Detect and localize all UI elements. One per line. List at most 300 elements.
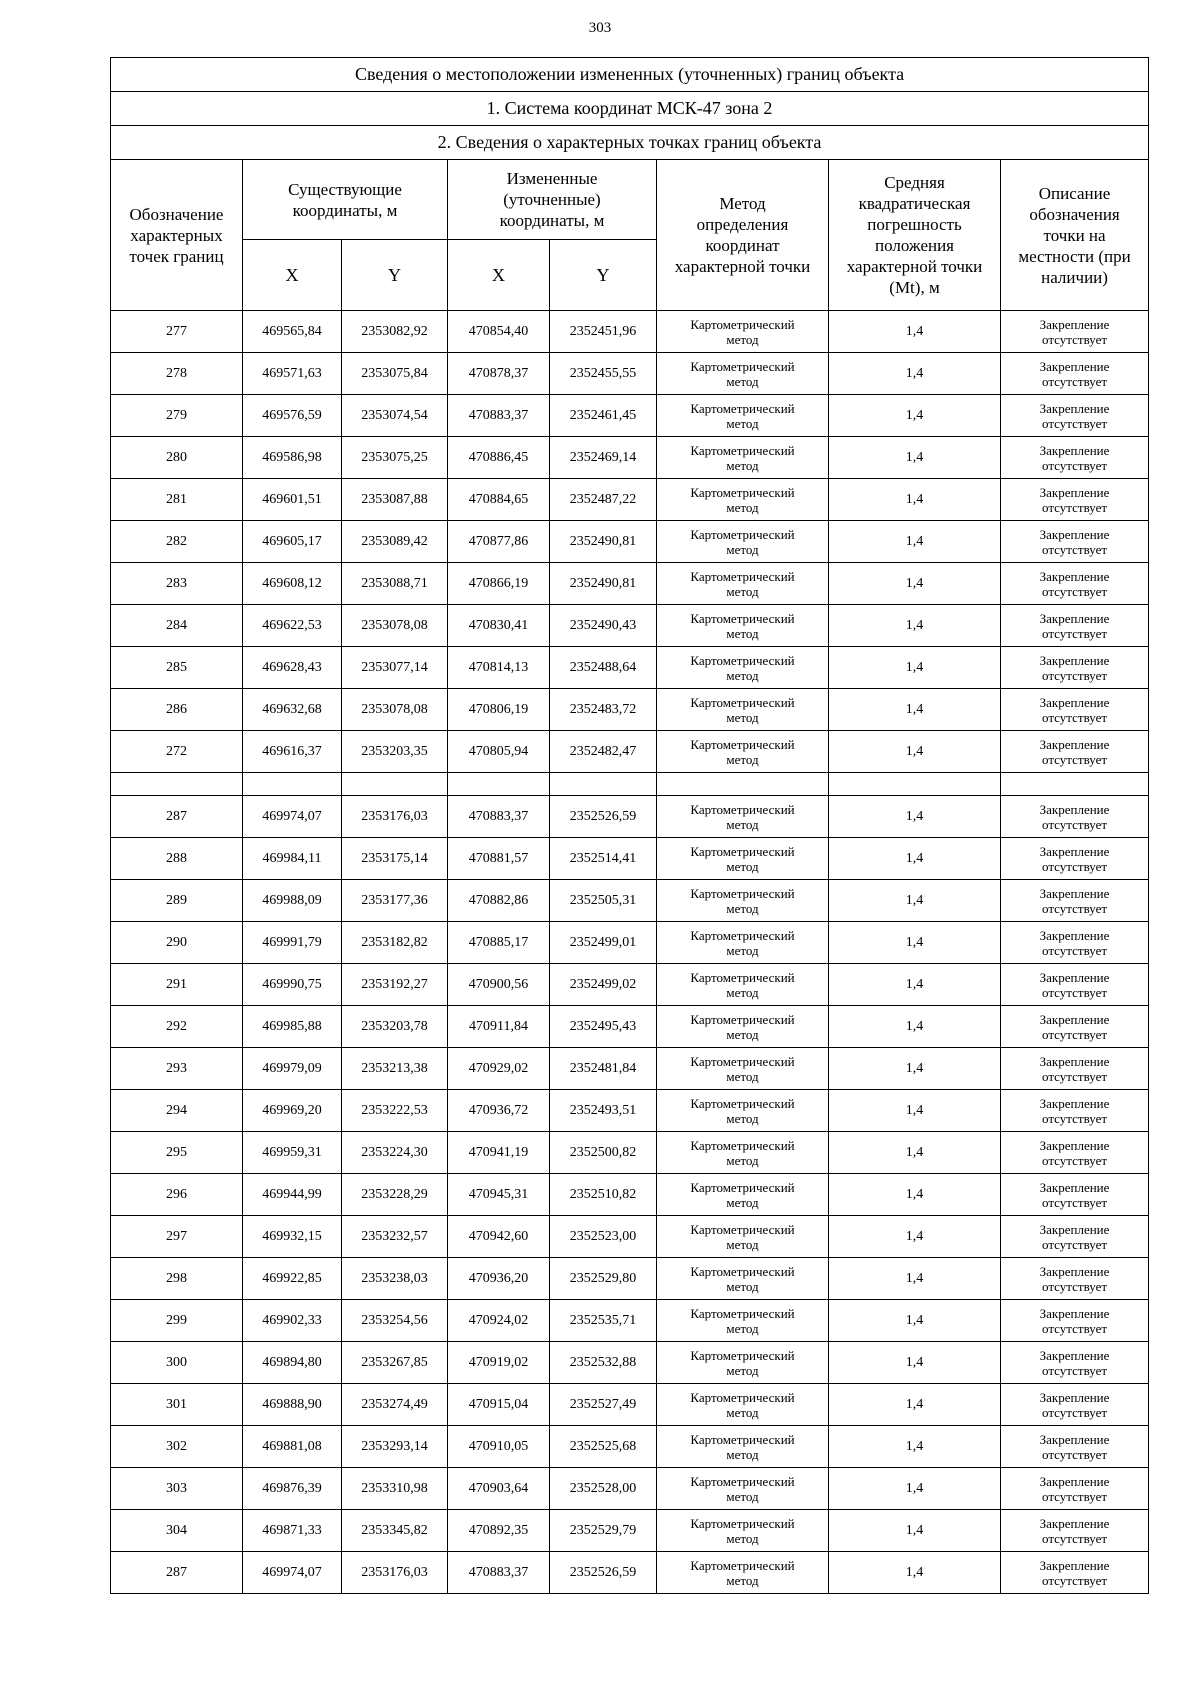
cell-existing-x: 469601,51 [243, 479, 342, 521]
cell-changed-x: 470854,40 [448, 311, 550, 353]
cell-mean-error: 1,4 [829, 521, 1001, 563]
cell-changed-y: 2352482,47 [550, 731, 657, 773]
cell-line: Закрепление [1039, 1389, 1110, 1405]
cell-line: Закрепление [1039, 801, 1110, 817]
cell-changed-y: 2352529,80 [550, 1258, 657, 1300]
table-row [111, 1510, 1149, 1552]
cell-existing-x: 469871,33 [243, 1510, 342, 1552]
col-description [1001, 160, 1149, 311]
cell-line: метод [726, 709, 759, 725]
table-row [111, 1258, 1149, 1300]
cell-line: Описание [1038, 183, 1111, 203]
cell-point: 281 [111, 479, 243, 521]
cell-line: Картометрический [690, 1557, 795, 1573]
cell-changed-x: 470877,86 [448, 521, 550, 563]
col-existing-x: X [243, 240, 342, 311]
cell-line: Картометрический [690, 1137, 795, 1153]
cell-description [1001, 1132, 1149, 1174]
cell-existing-y: 2353267,85 [342, 1342, 448, 1384]
cell-method [657, 1510, 829, 1552]
cell-existing-y: 2353182,82 [342, 922, 448, 964]
cell-changed-x: 470886,45 [448, 437, 550, 479]
cell-line: координаты, м [292, 200, 398, 220]
cell-line: метод [726, 1278, 759, 1294]
cell-line: Обозначение [129, 204, 224, 224]
cell-line: Закрепление [1039, 358, 1110, 374]
cell-line: погрешность [867, 215, 962, 234]
cell-line: Картометрический [690, 1221, 795, 1237]
cell-description [1001, 647, 1149, 689]
cell-line: отсутствует [1042, 1194, 1108, 1210]
table-row [111, 1090, 1149, 1132]
cell-line: Картометрический [690, 1347, 795, 1363]
cell-line: Измененные [506, 169, 598, 188]
col-existing-y: Y [342, 240, 448, 311]
cell-line: метод [726, 499, 759, 515]
cell-existing-x: 469622,53 [243, 605, 342, 647]
cell-line: отсутствует [1042, 858, 1108, 874]
cell-line: Картометрический [690, 442, 795, 458]
cell-method [657, 1090, 829, 1132]
cell-description [1001, 1468, 1149, 1510]
col-method [657, 160, 829, 311]
cell-point: 290 [111, 922, 243, 964]
cell-line: Закрепление [1039, 652, 1110, 668]
cell-changed-y: 2352532,88 [550, 1342, 657, 1384]
cell-changed-x: 470945,31 [448, 1174, 550, 1216]
cell-existing-x: 469902,33 [243, 1300, 342, 1342]
cell-description [1001, 731, 1149, 773]
cell-existing-y: 2353222,53 [342, 1090, 448, 1132]
cell-line: метод [726, 1026, 759, 1042]
section-title: 2. Сведения о характерных точках границ объекта [111, 126, 1149, 160]
table-row [111, 479, 1149, 521]
cell-description [1001, 1216, 1149, 1258]
cell-line: Закрепление [1039, 1179, 1110, 1195]
cell-existing-x: 469876,39 [243, 1468, 342, 1510]
cell-line: метод [726, 373, 759, 389]
cell-line: отсутствует [1042, 499, 1108, 515]
cell-changed-x: 470814,13 [448, 647, 550, 689]
cell-line: метод [726, 816, 759, 832]
cell-point: 293 [111, 1048, 243, 1090]
cell-line: отсутствует [1042, 984, 1108, 1000]
cell-existing-x: 469888,90 [243, 1384, 342, 1426]
cell-existing-y: 2353176,03 [342, 1552, 448, 1594]
cell-changed-x: 470911,84 [448, 1006, 550, 1048]
cell-line: характерной точки [846, 257, 983, 276]
cell-description [1001, 1384, 1149, 1426]
cell-line: отсутствует [1042, 331, 1108, 347]
cell-changed-y: 2352493,51 [550, 1090, 657, 1132]
cell-point: 291 [111, 964, 243, 1006]
cell-line: Закрепление [1039, 1347, 1110, 1363]
cell-changed-x: 470942,60 [448, 1216, 550, 1258]
cell-line: отсутствует [1042, 1488, 1108, 1504]
cell-line: Картометрический [690, 316, 795, 332]
cell-line: отсутствует [1042, 457, 1108, 473]
cell-mean-error: 1,4 [829, 922, 1001, 964]
cell-changed-y: 2352535,71 [550, 1300, 657, 1342]
cell-point: 279 [111, 395, 243, 437]
table-title: Сведения о местоположении измененных (уточненных) границ объекта [111, 58, 1149, 92]
cell-existing-y: 2353232,57 [342, 1216, 448, 1258]
cell-line: точки на [1043, 225, 1106, 245]
cell-description [1001, 1552, 1149, 1594]
cell-method [657, 647, 829, 689]
cell-existing-x: 469922,85 [243, 1258, 342, 1300]
cell-line: отсутствует [1042, 583, 1108, 599]
cell-description [1001, 311, 1149, 353]
cell-changed-x: 470881,57 [448, 838, 550, 880]
cell-line: Картометрический [690, 694, 795, 710]
empty-cell [342, 773, 448, 796]
cell-line: отсутствует [1042, 942, 1108, 958]
cell-existing-x: 469991,79 [243, 922, 342, 964]
table-row [111, 922, 1149, 964]
cell-changed-x: 470882,86 [448, 880, 550, 922]
cell-point: 297 [111, 1216, 243, 1258]
cell-line: Картометрический [690, 484, 795, 500]
cell-description [1001, 1048, 1149, 1090]
cell-existing-x: 469616,37 [243, 731, 342, 773]
cell-line: Картометрический [690, 1389, 795, 1405]
cell-line: отсутствует [1042, 1068, 1108, 1084]
cell-existing-y: 2353345,82 [342, 1510, 448, 1552]
cell-line: отсутствует [1042, 1110, 1108, 1126]
cell-existing-y: 2353088,71 [342, 563, 448, 605]
cell-existing-x: 469974,07 [243, 796, 342, 838]
cell-method [657, 922, 829, 964]
cell-mean-error: 1,4 [829, 1426, 1001, 1468]
cell-method [657, 395, 829, 437]
cell-existing-x: 469605,17 [243, 521, 342, 563]
cell-method [657, 1342, 829, 1384]
cell-mean-error: 1,4 [829, 353, 1001, 395]
cell-line: Средняя [884, 173, 945, 192]
cell-changed-x: 470936,72 [448, 1090, 550, 1132]
col-existing-coords [243, 160, 448, 240]
cell-existing-y: 2353203,35 [342, 731, 448, 773]
cell-existing-x: 469988,09 [243, 880, 342, 922]
cell-line: метод [726, 984, 759, 1000]
table-row [111, 731, 1149, 773]
cell-existing-x: 469969,20 [243, 1090, 342, 1132]
separator-row [111, 773, 1149, 796]
col-point-label [111, 160, 243, 311]
cell-line: (Mt), м [889, 278, 940, 297]
cell-line: Картометрический [690, 1431, 795, 1447]
page-number: 303 [588, 20, 612, 36]
cell-existing-y: 2353078,08 [342, 689, 448, 731]
cell-line: положения [874, 236, 954, 255]
cell-mean-error: 1,4 [829, 647, 1001, 689]
empty-cell [1001, 773, 1149, 796]
cell-description [1001, 880, 1149, 922]
cell-changed-y: 2352500,82 [550, 1132, 657, 1174]
cell-line: метод [726, 1488, 759, 1504]
cell-existing-x: 469576,59 [243, 395, 342, 437]
cell-line: отсутствует [1042, 900, 1108, 916]
cell-existing-x: 469571,63 [243, 353, 342, 395]
cell-line: отсутствует [1042, 1530, 1108, 1546]
cell-method [657, 1132, 829, 1174]
cell-changed-y: 2352488,64 [550, 647, 657, 689]
cell-existing-x: 469565,84 [243, 311, 342, 353]
empty-cell [829, 773, 1001, 796]
cell-line: метод [726, 858, 759, 874]
cell-line: Картометрический [690, 1011, 795, 1027]
cell-method [657, 796, 829, 838]
table-row [111, 647, 1149, 689]
cell-mean-error: 1,4 [829, 964, 1001, 1006]
cell-changed-y: 2352490,81 [550, 521, 657, 563]
cell-existing-y: 2353213,38 [342, 1048, 448, 1090]
cell-point: 300 [111, 1342, 243, 1384]
cell-line: отсутствует [1042, 1278, 1108, 1294]
cell-method [657, 964, 829, 1006]
cell-method [657, 1468, 829, 1510]
cell-description [1001, 353, 1149, 395]
cell-point: 287 [111, 1552, 243, 1594]
cell-description [1001, 1006, 1149, 1048]
cell-line: метод [726, 541, 759, 557]
coordinates-table [110, 57, 1149, 1594]
cell-method [657, 1426, 829, 1468]
cell-existing-x: 469586,98 [243, 437, 342, 479]
cell-line: отсутствует [1042, 1320, 1108, 1336]
cell-line: метод [726, 1194, 759, 1210]
cell-existing-y: 2353175,14 [342, 838, 448, 880]
cell-mean-error: 1,4 [829, 437, 1001, 479]
cell-point: 278 [111, 353, 243, 395]
cell-line: метод [726, 457, 759, 473]
cell-changed-y: 2352523,00 [550, 1216, 657, 1258]
cell-changed-x: 470866,19 [448, 563, 550, 605]
cell-changed-x: 470883,37 [448, 1552, 550, 1594]
cell-description [1001, 605, 1149, 647]
cell-line: отсутствует [1042, 1152, 1108, 1168]
cell-line: Картометрический [690, 1305, 795, 1321]
cell-line: Картометрический [690, 400, 795, 416]
cell-line: отсутствует [1042, 1026, 1108, 1042]
cell-existing-x: 469932,15 [243, 1216, 342, 1258]
cell-line: метод [726, 1320, 759, 1336]
cell-line: отсутствует [1042, 667, 1108, 683]
cell-changed-y: 2352481,84 [550, 1048, 657, 1090]
cell-changed-x: 470915,04 [448, 1384, 550, 1426]
cell-line: метод [726, 667, 759, 683]
cell-existing-x: 469628,43 [243, 647, 342, 689]
cell-point: 277 [111, 311, 243, 353]
cell-line: Картометрический [690, 1263, 795, 1279]
cell-line: Закрепление [1039, 316, 1110, 332]
cell-point: 303 [111, 1468, 243, 1510]
cell-line: Закрепление [1039, 1095, 1110, 1111]
cell-existing-y: 2353310,98 [342, 1468, 448, 1510]
cell-changed-x: 470884,65 [448, 479, 550, 521]
cell-changed-x: 470883,37 [448, 395, 550, 437]
cell-existing-y: 2353254,56 [342, 1300, 448, 1342]
cell-method [657, 1552, 829, 1594]
cell-line: метод [726, 942, 759, 958]
cell-mean-error: 1,4 [829, 1342, 1001, 1384]
cell-line: Закрепление [1039, 885, 1110, 901]
table-row [111, 796, 1149, 838]
cell-description [1001, 796, 1149, 838]
cell-line: отсутствует [1042, 1446, 1108, 1462]
cell-changed-x: 470830,41 [448, 605, 550, 647]
cell-line: Закрепление [1039, 442, 1110, 458]
cell-changed-y: 2352505,31 [550, 880, 657, 922]
cell-existing-y: 2353074,54 [342, 395, 448, 437]
cell-line: Существующие [288, 179, 402, 199]
cell-line: Закрепление [1039, 1053, 1110, 1069]
cell-mean-error: 1,4 [829, 1132, 1001, 1174]
cell-line: Закрепление [1039, 1263, 1110, 1279]
empty-cell [448, 773, 550, 796]
cell-line: Закрепление [1039, 1431, 1110, 1447]
table-row [111, 353, 1149, 395]
table-row [111, 1174, 1149, 1216]
cell-existing-x: 469990,75 [243, 964, 342, 1006]
cell-line: отсутствует [1042, 625, 1108, 641]
cell-description [1001, 395, 1149, 437]
cell-changed-y: 2352528,00 [550, 1468, 657, 1510]
cell-mean-error: 1,4 [829, 1300, 1001, 1342]
cell-changed-y: 2352514,41 [550, 838, 657, 880]
cell-line: Закрепление [1039, 1557, 1110, 1573]
cell-method [657, 479, 829, 521]
cell-line: координаты, м [499, 211, 605, 230]
cell-method [657, 1174, 829, 1216]
cell-description [1001, 1426, 1149, 1468]
cell-changed-x: 470941,19 [448, 1132, 550, 1174]
cell-line: Закрепление [1039, 1221, 1110, 1237]
cell-mean-error: 1,4 [829, 563, 1001, 605]
cell-point: 296 [111, 1174, 243, 1216]
cell-point: 289 [111, 880, 243, 922]
cell-existing-x: 469608,12 [243, 563, 342, 605]
cell-existing-x: 469984,11 [243, 838, 342, 880]
cell-line: метод [726, 331, 759, 347]
cell-existing-x: 469632,68 [243, 689, 342, 731]
cell-line: Картометрический [690, 526, 795, 542]
cell-point: 272 [111, 731, 243, 773]
cell-line: Закрепление [1039, 1011, 1110, 1027]
cell-existing-y: 2353082,92 [342, 311, 448, 353]
cell-mean-error: 1,4 [829, 1510, 1001, 1552]
cell-existing-y: 2353075,84 [342, 353, 448, 395]
cell-method [657, 605, 829, 647]
cell-description [1001, 1342, 1149, 1384]
cell-changed-y: 2352487,22 [550, 479, 657, 521]
cell-line: характерных [130, 225, 223, 245]
cell-line: отсутствует [1042, 1572, 1108, 1588]
cell-method [657, 437, 829, 479]
cell-mean-error: 1,4 [829, 1552, 1001, 1594]
table-row [111, 1552, 1149, 1594]
table-row [111, 1384, 1149, 1426]
cell-point: 295 [111, 1132, 243, 1174]
cell-line: Картометрический [690, 843, 795, 859]
empty-cell [550, 773, 657, 796]
cell-changed-y: 2352525,68 [550, 1426, 657, 1468]
table-row [111, 1468, 1149, 1510]
cell-method [657, 311, 829, 353]
cell-line: метод [726, 751, 759, 767]
cell-mean-error: 1,4 [829, 1174, 1001, 1216]
cell-existing-x: 469979,09 [243, 1048, 342, 1090]
cell-mean-error: 1,4 [829, 605, 1001, 647]
cell-line: Картометрический [690, 969, 795, 985]
cell-method [657, 1384, 829, 1426]
cell-method [657, 838, 829, 880]
cell-existing-x: 469881,08 [243, 1426, 342, 1468]
cell-description [1001, 437, 1149, 479]
cell-method [657, 1258, 829, 1300]
empty-cell [657, 773, 829, 796]
cell-line: местности (при [1018, 246, 1131, 266]
cell-point: 298 [111, 1258, 243, 1300]
col-mean-error [829, 160, 1001, 311]
cell-point: 302 [111, 1426, 243, 1468]
cell-existing-y: 2353224,30 [342, 1132, 448, 1174]
cell-changed-y: 2352499,01 [550, 922, 657, 964]
cell-changed-y: 2352499,02 [550, 964, 657, 1006]
cell-line: Закрепление [1039, 1473, 1110, 1489]
cell-line: Закрепление [1039, 1515, 1110, 1531]
cell-description [1001, 964, 1149, 1006]
cell-changed-x: 470924,02 [448, 1300, 550, 1342]
cell-changed-y: 2352526,59 [550, 1552, 657, 1594]
cell-description [1001, 1510, 1149, 1552]
cell-line: Закрепление [1039, 526, 1110, 542]
cell-mean-error: 1,4 [829, 838, 1001, 880]
cell-line: определения [696, 215, 789, 234]
cell-description [1001, 521, 1149, 563]
cell-line: метод [726, 625, 759, 641]
cell-mean-error: 1,4 [829, 1468, 1001, 1510]
cell-existing-y: 2353176,03 [342, 796, 448, 838]
cell-existing-y: 2353228,29 [342, 1174, 448, 1216]
cell-changed-x: 470883,37 [448, 796, 550, 838]
cell-existing-y: 2353077,14 [342, 647, 448, 689]
cell-changed-y: 2352461,45 [550, 395, 657, 437]
cell-description [1001, 922, 1149, 964]
cell-existing-x: 469985,88 [243, 1006, 342, 1048]
table-row [111, 1048, 1149, 1090]
cell-method [657, 563, 829, 605]
cell-line: отсутствует [1042, 1404, 1108, 1420]
cell-line: метод [726, 1530, 759, 1546]
cell-line: метод [726, 1446, 759, 1462]
cell-line: Закрепление [1039, 610, 1110, 626]
table-row [111, 1006, 1149, 1048]
cell-changed-y: 2352527,49 [550, 1384, 657, 1426]
cell-line: Закрепление [1039, 736, 1110, 752]
cell-changed-x: 470878,37 [448, 353, 550, 395]
cell-existing-y: 2353274,49 [342, 1384, 448, 1426]
cell-method [657, 1006, 829, 1048]
cell-existing-y: 2353293,14 [342, 1426, 448, 1468]
cell-existing-y: 2353089,42 [342, 521, 448, 563]
cell-description [1001, 1174, 1149, 1216]
cell-line: метод [726, 583, 759, 599]
cell-description [1001, 1090, 1149, 1132]
cell-mean-error: 1,4 [829, 1258, 1001, 1300]
table-row [111, 1300, 1149, 1342]
